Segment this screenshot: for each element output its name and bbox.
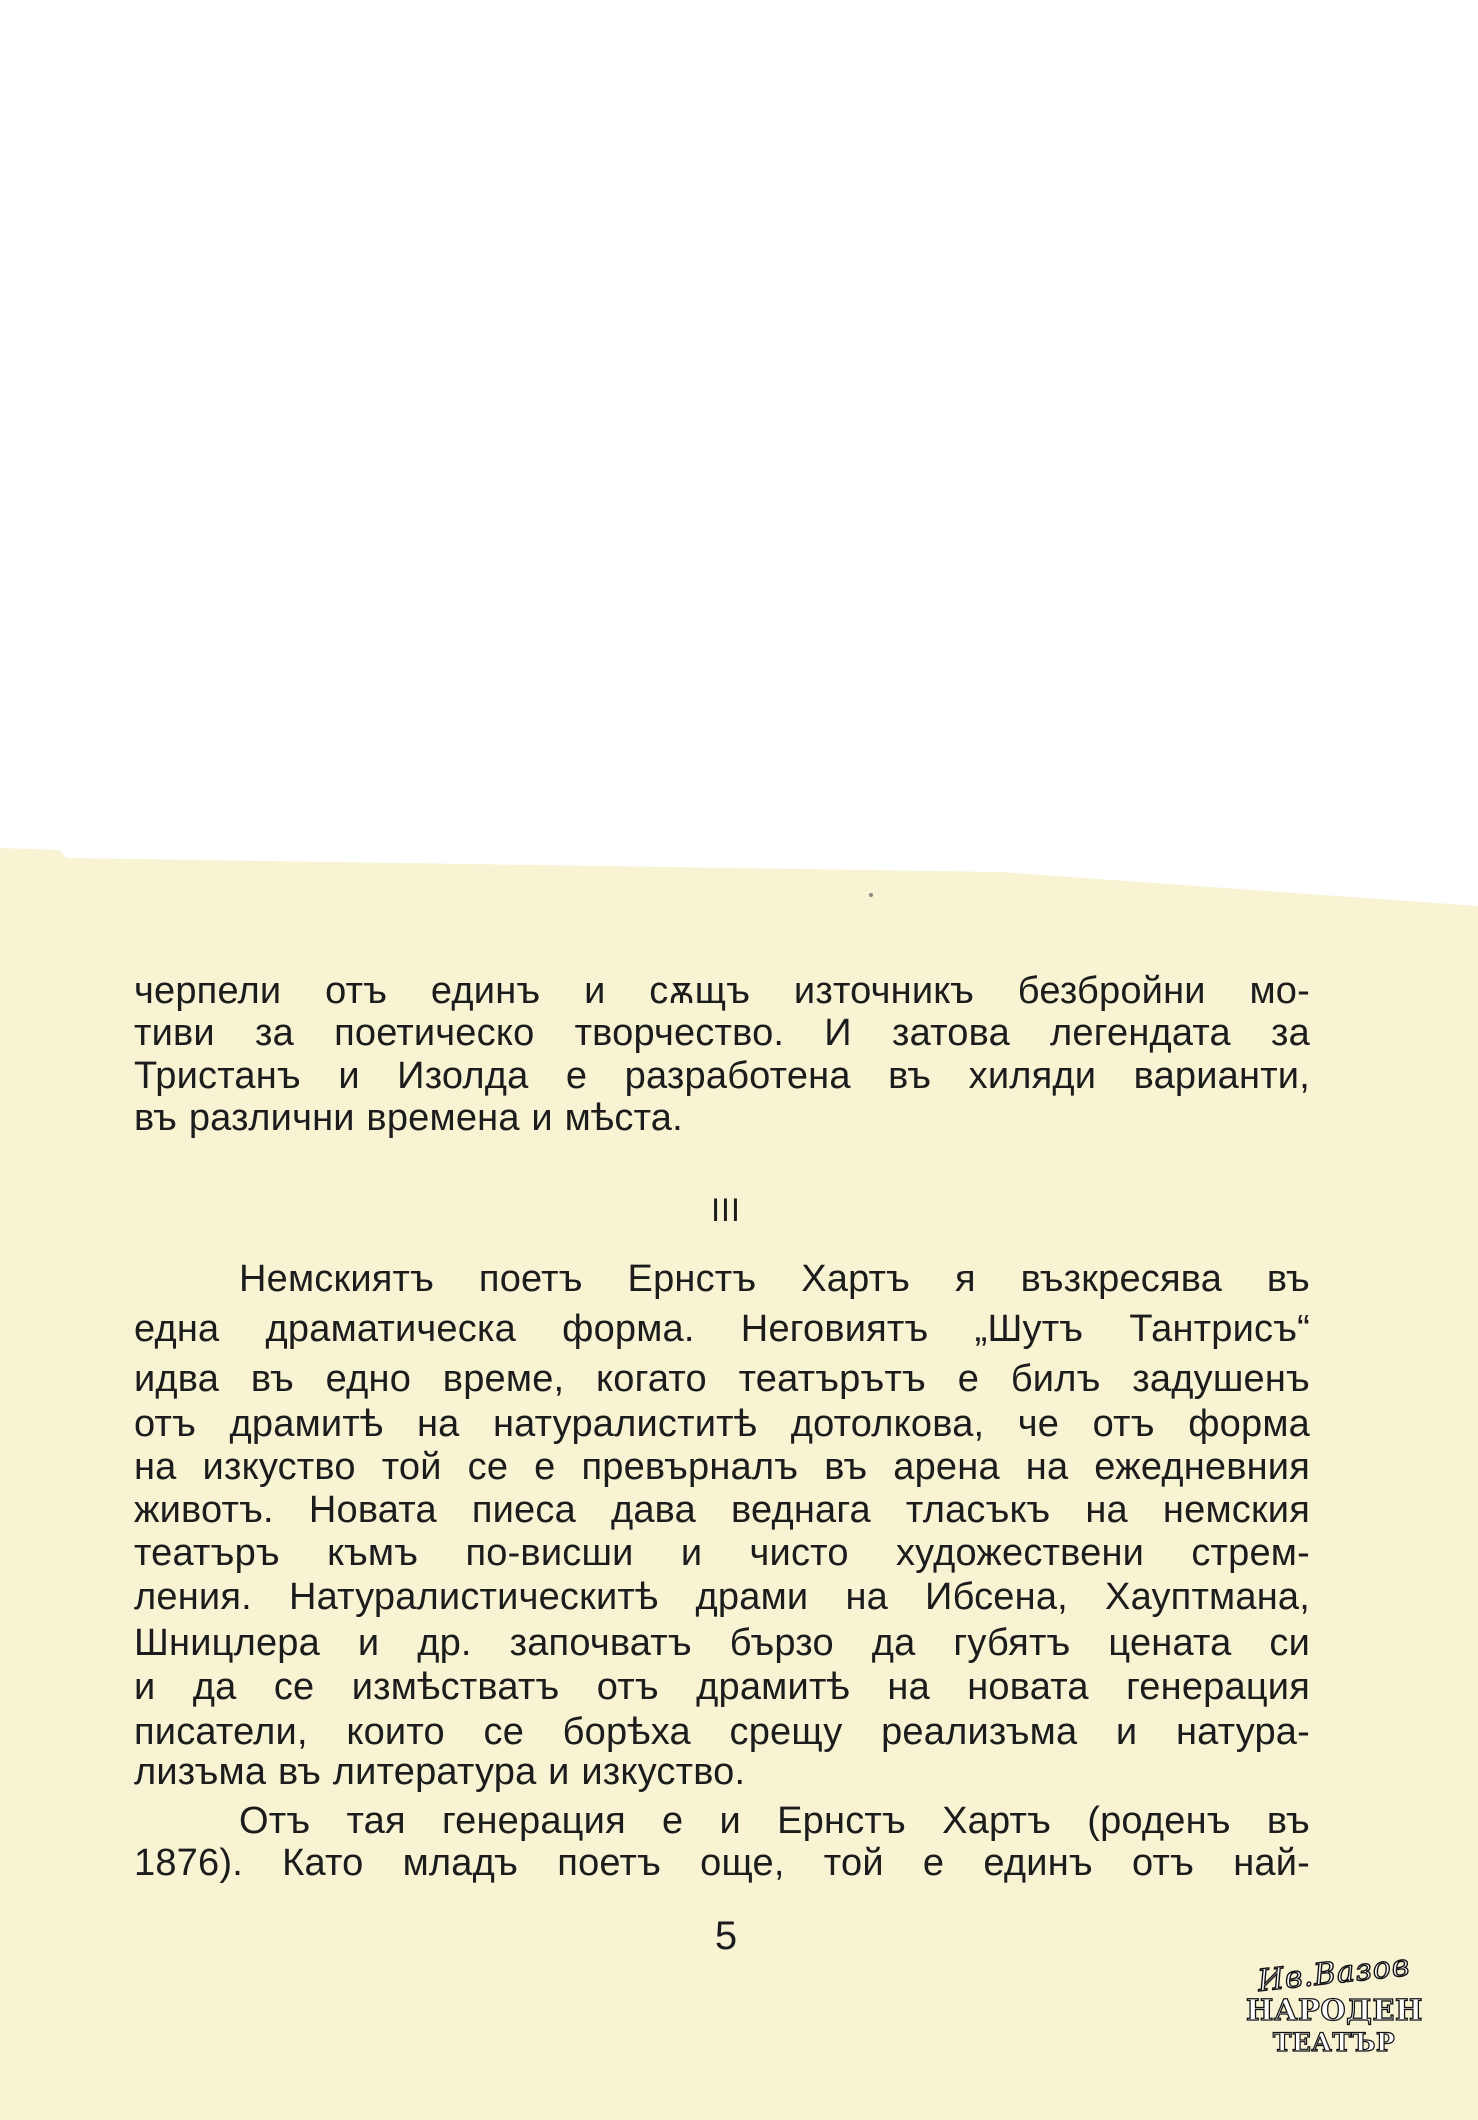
text-line: на изкуство той се е превърналъ въ арена на ежедневния — [134, 1446, 1310, 1488]
text-line: една драматическа форма. Неговиятъ „Шутъ Тантрисъ“ — [134, 1308, 1310, 1350]
text-line: Немскиятъ поетъ Ернстъ Хартъ я възкресява въ — [239, 1258, 1310, 1300]
text-line: Отъ тая генерация е и Ернстъ Хартъ (роденъ въ — [239, 1800, 1310, 1842]
text-line: въ различни времена и мѣста. — [134, 1097, 683, 1139]
logo-signature: Ив.Вазов — [1256, 1948, 1412, 1999]
logo-line-1: НАРОДЕН — [1246, 1993, 1423, 2027]
text-line: лизъма въ литература и изкуство. — [134, 1751, 746, 1793]
page-number: 5 — [714, 1914, 738, 1958]
national-theatre-logo — [1246, 1948, 1423, 2076]
text-line: животъ. Новата пиеса дава веднага тласъкъ на немския — [134, 1489, 1310, 1531]
section-heading: III — [711, 1192, 741, 1228]
text-line: и да се измѣстватъ отъ драмитѣ на новата генерация — [134, 1666, 1310, 1708]
text-line: отъ драмитѣ на натуралиститѣ дотолкова, че отъ форма — [134, 1403, 1310, 1445]
text-line: ления. Натуралистическитѣ драми на Ибсена, Хауптмана, — [134, 1576, 1310, 1618]
text-line: Шницлера и др. започватъ бързо да губятъ цената си — [134, 1622, 1310, 1664]
text-line: театъръ къмъ по-висши и чисто художествени стрем- — [134, 1532, 1310, 1574]
text-line: писатели, които се борѣха срещу реализъма и натура- — [134, 1711, 1310, 1753]
paper-speck — [869, 893, 873, 897]
logo-line-2: ТЕАТЪР — [1272, 2028, 1396, 2057]
text-line: тиви за поетическо творчество. И затова легендата за — [134, 1012, 1310, 1054]
text-line: идва въ едно време, когато театърътъ е билъ задушенъ — [134, 1358, 1310, 1400]
text-line: 1876). Като младъ поетъ още, той е единъ отъ най- — [134, 1842, 1310, 1884]
text-line: Тристанъ и Изолда е разработена въ хиляди варианти, — [134, 1055, 1310, 1097]
text-line: черпели отъ единъ и сѫщъ източникъ безбройни мо- — [134, 970, 1310, 1012]
